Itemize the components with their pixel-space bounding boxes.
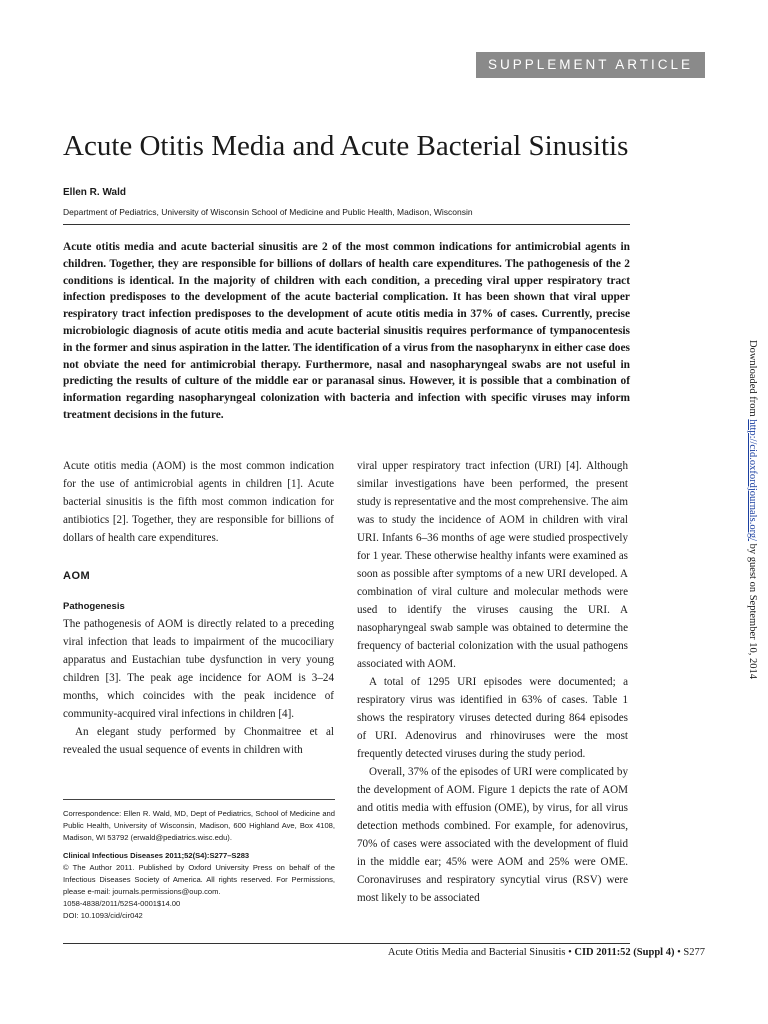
download-link[interactable]: http://cid.oxfordjournals.org/	[747, 419, 758, 542]
header-divider	[63, 224, 630, 225]
issn-text: 1058-4838/2011/52S4-0001$14.00	[63, 899, 181, 908]
left-column	[63, 457, 334, 759]
copyright-text: © The Author 2011. Published by Oxford University Press on behalf of the Infectious Diseases Society of America. All rights reserved. For Permissions, please e-mail: journals.permissions@oup.com.	[63, 863, 335, 896]
section-heading-aom: AOM	[63, 570, 91, 582]
correspondence-text: Correspondence: Ellen R. Wald, MD, Dept of Pediatrics, School of Medicine and Public Health, University of Wisconsin, Madison, 600 Highland Ave, Box 4108, Madison, WI 53792 (erwald@pediatrics.wisc.edu).	[63, 809, 335, 842]
download-watermark	[747, 340, 758, 679]
article-title: Acute Otitis Media and Acute Bacterial Sinusitis	[63, 130, 629, 162]
doi-text: DOI: 10.1093/cid/cir042	[63, 911, 143, 920]
author-name: Ellen R. Wald	[63, 187, 126, 198]
correspondence-footnote	[63, 799, 335, 922]
subsection-heading-pathogenesis: Pathogenesis	[63, 601, 125, 612]
download-prefix: Downloaded from	[747, 340, 758, 420]
right-column	[357, 457, 628, 907]
footer-page-number: S277	[683, 947, 705, 958]
supplement-article-banner: SUPPLEMENT ARTICLE	[476, 52, 705, 78]
author-affiliation: Department of Pediatrics, University of Wisconsin School of Medicine and Public Health, Madison, Wisconsin	[63, 207, 473, 217]
pathogenesis-paragraph: The pathogenesis of AOM is directly related to a preceding viral infection that leads to impairment of the mucociliary apparatus and Eustachian tube dysfunction in very young children [3]. The peak age incidence for AOM is 3–24 months, which coincides with the peak incidence of community-acquired viral infections in children [4].	[63, 618, 334, 720]
chonmaitree-paragraph: An elegant study performed by Chonmaitree et al revealed the usual sequence of events in children with	[63, 726, 334, 756]
download-suffix: by guest on September 10, 2014	[747, 541, 758, 679]
footer-article-title: Acute Otitis Media and Bacterial Sinusitis	[387, 947, 566, 958]
intro-paragraph: Acute otitis media (AOM) is the most common indication for the use of antimicrobial agents in children [1]. Acute bacterial sinusitis is the fifth most common indication for antibiotics [2]. Together, they are responsible for billions of dollars of health care expenditures.	[63, 460, 334, 544]
journal-citation: Clinical Infectious Diseases 2011;52(S4):S277–S283	[63, 851, 250, 860]
footer-journal: CID 2011:52 (Suppl 4)	[574, 947, 675, 958]
footer-separator: •	[674, 947, 684, 958]
aom-rate-paragraph: Overall, 37% of the episodes of URI were complicated by the development of AOM. Figure 1 depicts the rate of AOM and otitis media with effusion (OME), by virus, for all virus detection methods combined. For example, for adenovirus, 70% of cases were associated with the development of fluid in the middle ear; 45% were AOM and 25% were OME. Coronaviruses and respiratory syncytial virus (RSV) were most likely to be associated	[357, 766, 628, 904]
footer-separator: •	[565, 947, 575, 958]
abstract: Acute otitis media and acute bacterial sinusitis are 2 of the most common indications for antimicrobial agents in children. Together, they are responsible for billions of dollars of health care expenditures. The pathogenesis of the 2 conditions is identical. In the majority of children with each condition, a preceding viral upper respiratory tract infection predisposes to the development of the acute bacterial complication. It has been shown that viral upper respiratory tract infection predisposes to the development of acute otitis media in 37% of cases. Currently, precise microbiologic diagnosis of acute otitis media and acute bacterial sinusitis requires performance of tympanocentesis in the former and sinus aspiration in the latter. The identification of a virus from the nasopharynx in either case does not obviate the need for antimicrobial therapy. Furthermore, nasal and nasopharyngeal swabs are not useful in predicting the results of culture of the middle ear or paranasal sinus. However, it is possible that a combination of information regarding nasopharyngeal colonization with bacteria and infection with specific viruses may inform treatment decisions in the future.	[63, 241, 630, 421]
study-paragraph: viral upper respiratory tract infection (URI) [4]. Although similar investigations have been performed, the present study is representative and the most comprehensive. The aim was to study the incidence of AOM in children with viral URI. Infants 6–36 months of age were studied prospectively for 1 year. These otherwise healthy infants were examined as soon as possible after symptoms of a new URI developed. A combination of viral culture and molecular methods were used to identify the viruses causing the URI. A nasopharyngeal swab sample was obtained to determine the frequency of bacterial colonization with the usual pathogens associated with AOM.	[357, 460, 628, 670]
episodes-paragraph: A total of 1295 URI episodes were documented; a respiratory virus was identified in 63% of cases. Table 1 shows the respiratory viruses detected during 864 episodes of URI. Adenovirus and rhinoviruses were the most frequently detected viruses during the study period.	[357, 676, 628, 760]
footer-divider	[63, 943, 630, 944]
running-footer	[388, 947, 705, 958]
